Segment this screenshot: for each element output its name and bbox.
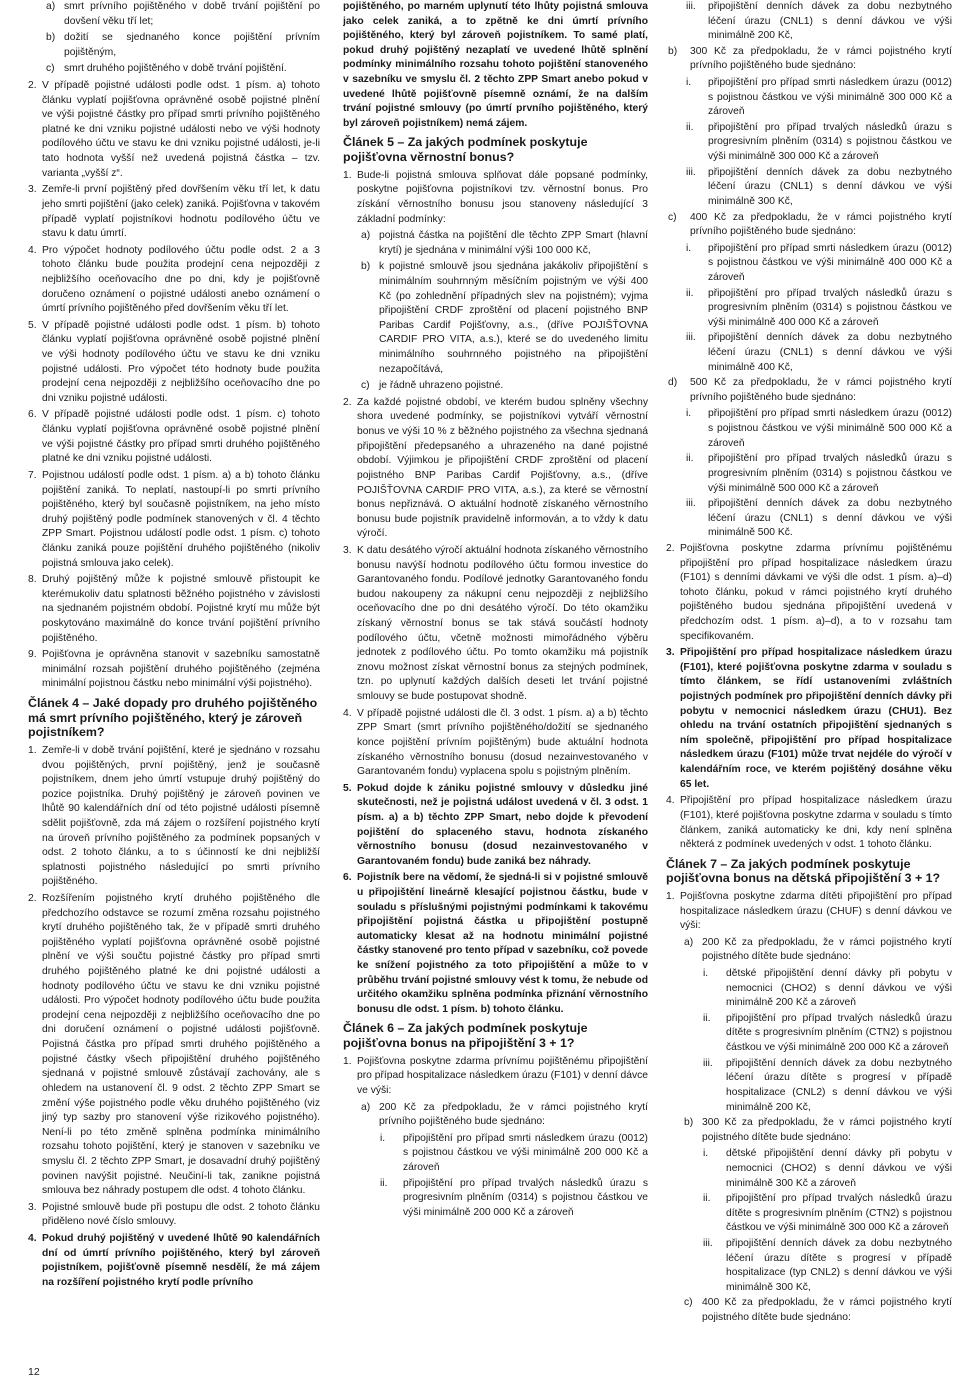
list-marker: 2. — [343, 396, 352, 408]
list-item — [666, 166, 952, 210]
article-heading: Článek 5 – Za jakých podmínek poskytuje pojišťovna věrnostní bonus? — [343, 135, 588, 165]
list-text: Pojistné smlouvě bude při postupu dle odst. 2 tohoto článku přiděleno nové číslo smlouvy. — [42, 1201, 320, 1228]
list-text: je řádně uhrazeno pojistné. — [379, 380, 504, 392]
list-text: připojištění pro případ trvalých následků úrazu dítěte s progresivním plněním (CTN2) s pojistnou částkou ve výši minimálně 300 000 Kč a zároveň — [726, 1193, 952, 1234]
list-text: Rozšířením pojistného krytí druhého pojištěného dle předchozího odstavce se rozumí změna rozsahu pojistného krytí druhého pojištěného tak, že v případě smrti druhého pojištěného vyplatí pojišťovna oprávněné osobě pojistné plnění ve výši součtu pojistné částky pro případ smrti druhého pojištěného platné ke dni pojistné události a hodnoty podílového účtu ve stavu ke dni vzniku pojistné události. Pro výpočet hodnoty podílového účtu bude použita prodejní cena nejpozději z nejbližšího oceňovacího dne po dni doručení oznámení o pojistné události pojišťovně. Pojistná částka pro případ smrti druhého pojištěného a pojistné částky všech připojištění druhého pojištěného sjednaná v pojistné smlouvě zůstávají zachovány, ale s ohledem na ustanovení čl. 9 odst. 2 těchto ZPP Smart se změní výše pojistného podle věku druhého pojištěného (viz jiný typ sazby pro stanovení výše rizikového pojistného). Není-li po této změně splněna podmínka minimálního rozsahu tohoto pojištění, který je stanoven v sazebníku ve smyslu čl. 2 těchto ZPP Smart, je dosavadní druhý pojištěný povinen navýšit pojistné. Neučiní-li tak, zanikne pojistná smlouva bez náhrady postupem dle odst. 4 tohoto článku. — [42, 893, 320, 1197]
list-text: Pojišťovna je oprávněna stanovit v sazebníku samostatně minimální rozsah pojištění druhého pojištěného (zejména minimální pojistnou částku nebo minimální výši pojistného). — [42, 649, 320, 690]
list-item — [666, 45, 952, 74]
list-text: připojištění pro případ trvalých následků úrazu s progresivním plněním (0314) s pojistnou částkou ve výši minimálně 400 000 Kč a zároveň — [708, 287, 952, 328]
list-text: Pojišťovna poskytne zdarma prívnímu pojištěnému připojištění pro případ hospitalizace následkem úrazu (F101) s denními dávkami ve výši dle odst. 1 písm. a)–d) tohoto článku, pokud v rámci pojistného krytí druhého pojištěného budou sjednána připojištění uvedená v předchozím odst. 1 písm. a)–d), a to v rozsahu tam specifikovaném. — [680, 542, 952, 642]
list-item — [28, 573, 320, 646]
list-item — [28, 62, 320, 77]
list-text: 400 Kč za předpokladu, že v rámci pojistného krytí pojistného dítěte bude sjednáno: — [702, 1297, 952, 1324]
list-marker: 4. — [666, 795, 675, 807]
list-text: dětské připojištění denní dávky při pobytu v nemocnici (CHO2) s denní dávkou ve výši minimálně 200 Kč a zároveň — [726, 968, 952, 1009]
list-item — [666, 1237, 952, 1295]
list-marker: 4. — [28, 1233, 37, 1245]
list-text: pojistná částka na pojištění dle těchto ZPP Smart (hlavní krytí) je sjednána v minimální výši 100 000 Kč, — [379, 230, 648, 256]
list-text: V případě pojistné události podle odst. 1 písm. b) tohoto článku vyplatí pojišťovna oprávněné osobě pojistné plnění ve výši hodnoty podílového účtu ve stavu ke dni vzniku pojistné události. Pro výpočet této hodnoty bude použita prodejní cena nejpozději z nejbližšího oceňovacího dne po dni vzniku pojistné události. — [42, 319, 320, 404]
list-text: připojištění pro případ trvalých následků úrazu s progresivním plněním (0314) s pojistnou částkou ve výši minimálně 200 000 Kč a zároveň — [403, 1177, 648, 1218]
list-text: Pokud druhý pojištěný v uvedené lhůtě 90 kalendářních dní od úmrtí prívního pojištěného, který byl zároveň pojistníkem, pojišťovně písemně nesdělí, že má zájem na rozšíření pojistného krytí podle prívního — [42, 1233, 320, 1288]
list-text: připojištění pro případ trvalých následků úrazu s progresivním plněním (0314) s pojistnou částkou ve výši minimálně 500 000 Kč a zároveň — [708, 453, 952, 494]
list-item — [28, 183, 320, 241]
list-item — [343, 229, 648, 258]
list-text: Druhý pojištěný může k pojistné smlouvě přistoupit ke kterémukoliv datu splatnosti běžného pojistného v závislosti na sjednaném pojistném období. Pojistné krytí mu může být poskytováno maximálně do konce trvání pojištění prívního pojištěného. — [42, 574, 320, 644]
list-text: Bude-li pojistná smlouva splňovat dále popsané podmínky, poskytne pojišťovna pojistníkovi tzv. věrnostní bonus. Pro získání věrnostního bonusu jsou stanoveny následující 3 základní podmínky: — [357, 169, 648, 225]
list-item — [666, 1057, 952, 1115]
list-item — [666, 542, 952, 644]
list-item — [28, 31, 320, 60]
list-item — [666, 407, 952, 451]
list-marker: 1. — [343, 1055, 352, 1067]
list-marker: ii. — [686, 453, 694, 465]
list-item — [666, 1147, 952, 1191]
list-text: V případě pojistné události podle odst. 1 písm. a) tohoto článku vyplatí pojišťovna oprávněné osobě pojistné plnění ve výši pojistné částky pro případ smrti prívního pojištěného platné ke dni vzniku pojistné události nebo ve výši hodnoty podílového účtu ve stavu ke dni vzniku pojistné události, je-li tato hodnota vyšší než uvedená pojistná částka – tzv. varianta „vyšší z“. — [42, 80, 320, 179]
list-marker: b) — [46, 32, 56, 44]
column-right — [666, 0, 952, 1382]
list-item — [28, 648, 320, 692]
list-item — [666, 497, 952, 541]
list-marker: 5. — [28, 319, 37, 331]
list-text: připojištění denních dávek za dobu nezbytného léčení úrazu dítěte s progresí v případě hospitalizace (CNL2) s denní dávkou ve výši minimálně 200 Kč, — [726, 1057, 952, 1113]
list-item — [28, 319, 320, 407]
list-item — [666, 452, 952, 496]
list-marker: 3. — [28, 184, 37, 196]
list-item — [28, 892, 320, 1199]
list-item — [28, 1201, 320, 1230]
list-marker: 2. — [28, 893, 37, 904]
list-item — [343, 379, 648, 394]
list-item — [343, 544, 648, 705]
list-marker: i. — [686, 408, 692, 420]
list-item — [28, 79, 320, 181]
column-left — [28, 0, 320, 1382]
list-item — [666, 331, 952, 375]
list-marker: i. — [686, 77, 692, 89]
list-item — [666, 211, 952, 240]
list-text: Pro výpočet hodnoty podílového účtu podle odst. 2 a 3 tohoto článku bude použita prodejní cena nejpozději z nejbližšího oceňovacího dne po dni, kdy je pojišťovně doručeno oznámení o pojistné události anebo oznámení o úmrtí prívního pojištěného před dovřšením věku tří let. — [42, 244, 320, 315]
list-marker: iii. — [686, 166, 696, 178]
list-item — [666, 1192, 952, 1236]
list-marker: 2. — [28, 80, 37, 92]
page-number: 12 — [28, 1366, 40, 1378]
list-marker: 2. — [666, 542, 675, 554]
list-marker: 1. — [343, 169, 352, 181]
list-marker: 1. — [28, 744, 37, 756]
list-item — [666, 121, 952, 165]
list-text: Zemře-li první pojištěný před dovřšením věku tří let, k datu jeho smrti pojištění (jako celek) zaniká. Pojišťovna v takovém případě vyplatí pojistníkovi hodnotu podílového účtu ve stavu k datu úmrtí. — [42, 184, 320, 240]
list-text: připojištění denních dávek za dobu nezbytného léčení úrazu (CNL1) s denní dávkou ve výši minimálně 400 Kč, — [708, 332, 952, 373]
list-item — [343, 1055, 648, 1099]
list-marker: 6. — [343, 872, 352, 884]
list-text: připojištění denních dávek za dobu nezbytného léčení úrazu dítěte s progresí v případě hospitalizace (typ CNL2) s denní dávkou ve výši minimálně 300 Kč, — [726, 1238, 952, 1293]
list-item — [666, 287, 952, 331]
list-marker: d) — [668, 377, 678, 389]
list-text: připojištění pro případ smrti následkem úrazu (0012) s pojistnou částkou ve výši minimálně 300 000 Kč a zároveň — [708, 77, 952, 118]
list-text: dožití se sjednaného konce pojištění prívním pojištěným, — [64, 32, 320, 58]
list-marker: 7. — [28, 469, 37, 481]
list-marker: b) — [668, 45, 678, 57]
list-text: 200 Kč za předpokladu, že v rámci pojistného krytí pojistného dítěte bude sjednáno: — [702, 936, 952, 963]
article-heading: Článek 4 – Jaké dopady pro druhého pojištěného má smrt prívního pojištěného, který je zároveň pojistníkem? — [28, 696, 318, 740]
list-marker: c) — [46, 63, 55, 75]
list-item — [666, 967, 952, 1011]
list-marker: 3. — [343, 544, 352, 556]
list-marker: c) — [361, 380, 370, 392]
list-marker: b) — [684, 1117, 694, 1129]
list-text: 300 Kč za předpokladu, že v rámci pojistného krytí pojistného dítěte bude sjednáno: — [702, 1117, 952, 1143]
list-item — [343, 396, 648, 542]
list-marker: ii. — [703, 1193, 711, 1205]
list-text: připojištění pro případ smrti následkem úrazu (0012) s pojistnou částkou ve výši minimálně 200 000 Kč a zároveň — [403, 1132, 648, 1173]
list-item — [28, 244, 320, 317]
list-text: k pojistné smlouvě jsou sjednána jakákoliv připojištění s minimálním souhrnným měsíčním pojistným ve výši 400 Kč (po zohlednění případných slev na pojistném); vyjma připojištění CRDF zproštění od placení pojistného BNP Paribas Cardif Pojišťovny, a.s., (dříve POJIŠŤOVNA CARDIF PRO VITA, a.s.), které se do uvedeného limitu minimálního souhrnného pojistného na připojištění nezapočítává, — [379, 261, 648, 375]
list-text: Pokud dojde k zániku pojistné smlouvy v důsledku jiné skutečnosti, než je pojistná událost uvedená v čl. 3 odst. 1 písm. a) a b) těchto ZPP Smart, nebo dojde k převodení pojištění do splaceného stavu, hodnota získaného věrnostního bonusu (dosud nezainvestovaného v Garantovaném fondu) bude zaniká bez náhrady. — [357, 782, 648, 867]
list-text: 500 Kč za předpokladu, že v rámci pojistného krytí prívního pojištěného bude sjednáno: — [690, 377, 952, 403]
list-item — [343, 782, 648, 870]
list-text: připojištění pro případ smrti následkem úrazu (0012) s pojistnou částkou ve výši minimálně 400 000 Kč a zároveň — [708, 242, 952, 283]
column-middle — [343, 0, 648, 1382]
list-item — [343, 1132, 648, 1176]
list-marker: iii. — [703, 1057, 713, 1069]
list-marker: ii. — [380, 1177, 388, 1189]
list-item — [28, 744, 320, 890]
list-text: Pojistník bere na vědomí, že sjedná-li si v pojistné smlouvě u připojištění lineárně klesající pojistnou částku, bude v souladu s příslušnými pojistnými podmínkami k takovému připojištění pojistná částka u připojištění postupně automaticky klesat až na hodnotu minimální pojistné částky stanovené pro tento případ v sazebníku, což povede ke snížení pojistného za toto připojištění a může to v průběhu trvání pojistné smlouvy vést k tomu, že nebude od určitého okamžiku splněna podmínka přiznání věrnostního bonusu dle odst. 1 písm. b) tohoto článku. — [357, 872, 648, 1015]
list-text: Zemře-li v době trvání pojištění, které je sjednáno v rozsahu dvou pojištěných, první pojištěný, jenž je současně pojistníkem, dnem jeho úmrtí vstupuje druhý pojištěný do pozice pojistníka. Druhý pojištěný je zároveň povinen ve lhůtě 90 kalendářních dní od této pojistné události písemně sdělit pojišťovně, zda má zájem o rozšíření pojistného krytí na úroveň prívního pojištěného za podmínek popsaných v odst. 2 tohoto článku, a to s účinností ke dni nejbližší splatnosti pojistného následující po smrti prívního pojištěného. — [42, 744, 320, 888]
list-item — [666, 376, 952, 405]
list-marker: i. — [380, 1132, 386, 1144]
list-text: smrt prívního pojištěného v době trvání pojištění po dovšení věku tří let; — [64, 1, 320, 27]
list-marker: i. — [686, 242, 692, 254]
list-text: připojištění denních dávek za dobu nezbytného léčení úrazu (CNL1) s denní dávkou ve výši minimálně 200 Kč, — [708, 1, 952, 42]
list-marker: 6. — [28, 409, 37, 421]
list-marker: ii. — [686, 121, 694, 133]
list-marker: c) — [684, 1297, 693, 1309]
list-item — [28, 1232, 320, 1290]
list-item — [343, 1177, 648, 1221]
list-text: Pojišťovna poskytne zdarma dítěti připojištění pro případ hospitalizace následkem úrazu (CHUF) s denní dávkou ve výši: — [680, 890, 952, 932]
list-marker: a) — [684, 936, 694, 948]
article-heading: Článek 6 – Za jakých podmínek poskytuje pojišťovna bonus na připojištění 3 + 1? — [343, 1021, 588, 1051]
list-text: 200 Kč za předpokladu, že v rámci pojistného krytí prívního pojištěného bude sjednáno: — [379, 1101, 648, 1128]
list-item — [666, 0, 952, 44]
list-item — [666, 890, 952, 934]
list-text: dětské připojištění denní dávky při pobytu v nemocnici (CHO2) s denní dávkou ve výši minimálně 300 Kč a zároveň — [726, 1148, 952, 1189]
list-marker: c) — [668, 211, 677, 223]
list-item — [28, 469, 320, 571]
list-marker: 8. — [28, 574, 37, 586]
list-marker: 3. — [28, 1201, 37, 1213]
list-text: smrt druhého pojištěného v době trvání pojištění. — [64, 63, 287, 75]
list-text: Za každé pojistné období, ve kterém budou splněny všechny shora uvedené podmínky, se pojistníkovi vytváří věrnostní bonus ve výši 10 % z běžného pojistného za všechna sjednaná připojištění předepsaného a uhrazeného na dané pojistné období. Výjimkou je připojištění CRDF zproštění od placení pojistného BNP Paribas Cardif Pojišťovny, a.s., (dříve POJIŠŤOVNA CARDIF PRO VITA, a.s.), za které se věrnostní bonus nepřiznává. O aktuální hodnotě získaného věrnostního bonusu bude pojistník pravidelně informován, a to vždy k datu výročí. — [357, 396, 648, 540]
list-text: V případě pojistné události podle odst. 1 písm. c) tohoto článku vyplatí pojišťovna oprávněné osobě pojistné plnění ve výši pojistné částky pro případ smrti druhého pojištěného platné ke dni vzniku pojistné události. — [42, 409, 320, 465]
list-marker: 1. — [666, 890, 675, 902]
list-text: připojištění pro případ trvalých následků úrazu s progresivním plněním (0314) s pojistnou částkou ve výši minimálně 300 000 Kč a zároveň — [708, 121, 952, 163]
list-marker: 4. — [343, 707, 352, 719]
list-text: připojištění pro případ smrti následkem úrazu (0012) s pojistnou částkou ve výši minimálně 500 000 Kč a zároveň — [708, 408, 952, 449]
list-item — [343, 169, 648, 227]
list-text: Pojišťovna poskytne zdarma prívnímu pojištěnému připojištění pro případ hospitalizace následkem úrazu (F101) v denní dávce ve výši: — [357, 1055, 648, 1096]
list-item — [666, 1116, 952, 1145]
list-marker: i. — [703, 968, 709, 980]
list-item — [666, 936, 952, 965]
list-marker: a) — [361, 230, 371, 242]
paragraph-continuation: pojištěného, po marném uplynutí této lhůty pojistná smlouva jako celek zaniká, a to zpětně ke dni úmrtí prívního pojištěného, který byl zároveň pojistníkem. To samé platí, pokud druhý pojištěný nezaplatí ve uvedené lhůtě splnění podmínky minimálního rozsahu tohoto pojištění stanoveného v sazebníku ve smyslu čl. 2 těchto ZPP Smart anebo pokud v uvedené lhůtě pojišťovně písemně oznámí, že na dalším trvání pojistné smlouvy (po úmrtí prvního pojištěného, který byl zároveň pojistníkem) nemá zájem. — [343, 1, 648, 129]
list-item — [343, 1101, 648, 1130]
list-marker: 5. — [343, 782, 352, 794]
list-item — [666, 76, 952, 120]
list-text: Pojistnou událostí podle odst. 1 písm. a) a b) tohoto článku pojištění zaniká. To neplatí, nastoupí-li po smrti prívního pojištěného, který byl současně pojistníkem, na jeho místo druhý pojištěný podle podmínek stanovených v čl. 4 těchto ZPP Smart. Pojistnou událostí podle odst. 1 písm. c) tohoto článku zaniká pouze pojištění druhého pojištěného (nikoliv pojistná smlouva jako celek). — [42, 469, 320, 569]
list-text: připojištění denních dávek za dobu nezbytného léčení úrazu (CNL1) s denní dávkou ve výši minimálně 300 Kč, — [708, 166, 952, 207]
list-text: připojištění denních dávek za dobu nezbytného léčení úrazu (CNL1) s denní dávkou ve výši minimálně 500 Kč. — [708, 498, 952, 539]
list-text: K datu desátého výročí aktuální hodnota získaného věrnostního bonusu navýší hodnotu podílového účtu formou investice do Garantovaného fondu. Podílové jednotky Garantovaného fondu budou nakoupeny za nákupní cenu nejpozději z nejbližšího oceňovacího dne po dni desátého výročí. Do této okamžiku získaný věrnostní bonus se tak stává součástí hodnoty podílového účtu, včetně možnosti mimořádného výběru jednotek z podílového účtu. Po tomto okamžiku má pojistník znovu možnost získat věrnostní bonus za stejných podmínek, tzn. po uplynutí každých dalších deseti let trvání pojistné smlouvy se bude postupovat shodně. — [357, 544, 648, 703]
list-text: V případě pojistné události dle čl. 3 odst. 1 písm. a) a b) těchto ZPP Smart (smrt prívního pojištěného/dožití se sjednaného konce pojištění prívním pojištěným) bude aktuální hodnota získaného věrnostního bonusu (dosud nezainvestovaného v Garantovaném fondu) vyplacena spolu s pojistným plněním. — [357, 707, 648, 778]
list-marker: iii. — [686, 498, 696, 510]
list-item — [28, 408, 320, 466]
list-text: 300 Kč za předpokladu, že v rámci pojistného krytí prívního pojištěného bude sjednáno: — [690, 45, 952, 72]
list-marker: iii. — [703, 1238, 713, 1249]
list-marker: 9. — [28, 649, 37, 661]
list-item — [666, 1012, 952, 1056]
list-marker: 3. — [666, 647, 675, 659]
list-item — [343, 871, 648, 1017]
list-text: 400 Kč za předpokladu, že v rámci pojistného krytí prívního pojištěného bude sjednáno: — [690, 211, 952, 238]
list-text: Připojištění pro případ hospitalizace následkem úrazu (F101), které pojišťovna poskytne zdarma v souladu s tímto článkem, zaniká automaticky ke dni, kdy není splněna některá z podmínek uvedených v odst. 1 tohoto článku. — [680, 795, 952, 851]
list-marker: a) — [361, 1101, 371, 1113]
list-marker: ii. — [703, 1012, 711, 1024]
list-marker: b) — [361, 261, 371, 273]
list-marker: a) — [46, 1, 56, 12]
list-item — [343, 260, 648, 377]
list-marker: ii. — [686, 287, 694, 299]
list-item — [666, 1296, 952, 1325]
list-marker: 4. — [28, 244, 37, 256]
list-text: Připojištění pro případ hospitalizace následkem úrazu (F101), které pojišťovna poskytne zdarma v souladu s tímto článkem, se řídí ustanoveními zvláštních pojistných podmínek pro připojištění denních dávky při pobytu v nemocnici následkem úrazu (CHU1). Bez ohledu na trvání ostatních připojištění sjednaných s ním společně, připojištění pro případ hospitalizace následkem úrazu (F101) může trvat nejdéle do výročí v kalendářním roce, ve kterém pojištěný dosáhne věku 65 let. — [680, 647, 952, 790]
list-item — [666, 646, 952, 792]
list-item — [666, 242, 952, 286]
list-item — [666, 794, 952, 852]
document-page — [28, 0, 952, 1382]
article-heading: Článek 7 – Za jakých podmínek poskytuje pojišťovna bonus na dětská připojištění 3 + 1? — [666, 856, 941, 886]
list-marker: i. — [703, 1148, 709, 1160]
list-item — [343, 707, 648, 780]
list-text: připojištění pro případ trvalých následků úrazu dítěte s progresivním plněním (CTN2) s pojistnou částkou ve výši minimálně 200 000 Kč a zároveň — [726, 1012, 952, 1054]
list-item — [28, 0, 320, 29]
list-marker: iii. — [686, 1, 696, 12]
list-marker: iii. — [686, 332, 696, 344]
